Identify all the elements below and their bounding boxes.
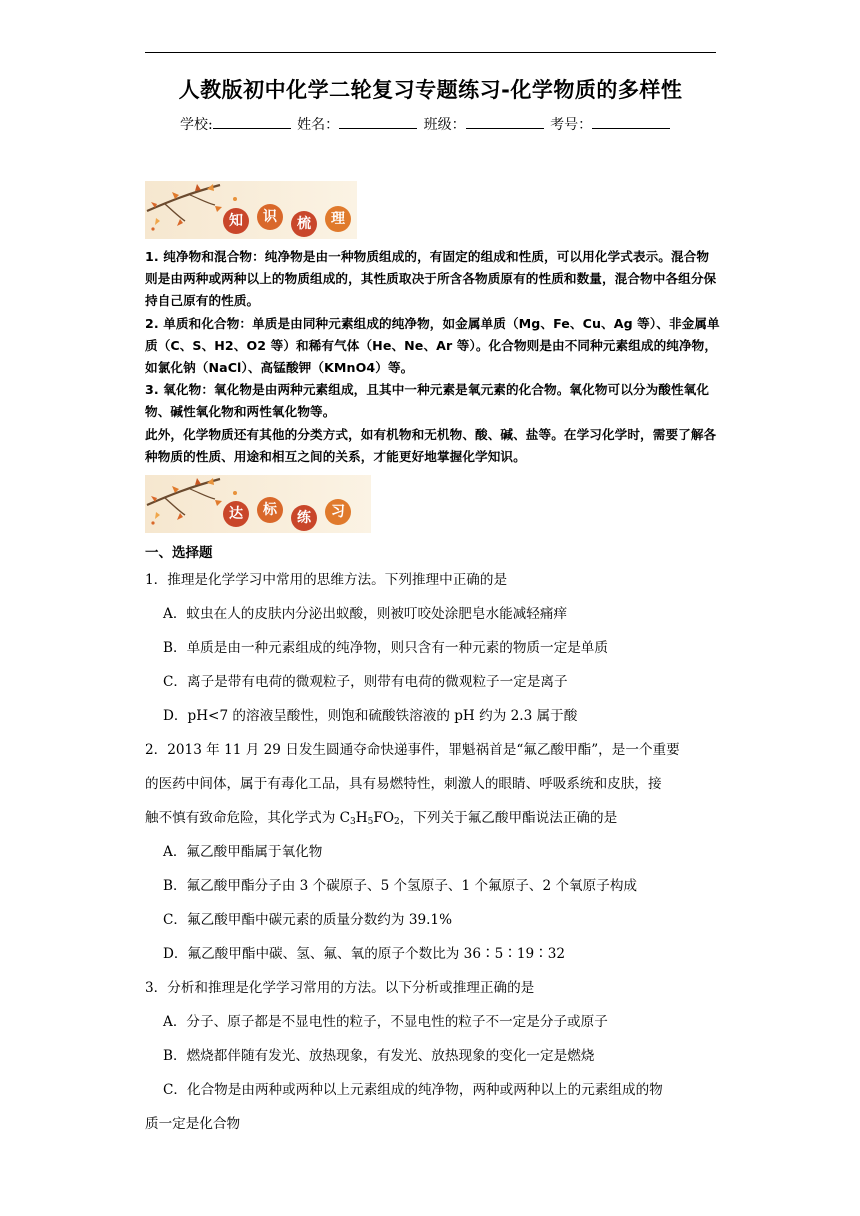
question-1-stem: 1．推理是化学学习中常用的思维方法。下列推理中正确的是 <box>145 572 508 588</box>
knowledge-paragraph-4: 此外，化学物质还有其他的分类方式，如有机物和无机物、酸、碱、盐等。在学习化学时，需要了解各种物质的性质、用途和相互之间的关系，才能更好地掌握化学知识。 <box>145 426 717 464</box>
exam-number-blank[interactable] <box>592 116 670 129</box>
school-label: 学校: <box>180 117 213 133</box>
formula-methyl-fluoroacetate: $C_3H_5FO_2$ <box>339 810 400 827</box>
question-2-stem-line-1: 2．2013 年 11 月 29 日发生圆通夺命快递事件，罪魁祸首是“氟乙酸甲酯”，是一个重要 <box>145 742 680 758</box>
question-1-option-c[interactable]: C．离子是带有电荷的微观粒子，则带有电荷的微观粒子一定是离子 <box>163 674 568 690</box>
question-3-option-c[interactable]: C．化合物是由两种或两种以上元素组成的纯净物，两种或两种以上的元素组成的物 <box>163 1082 663 1098</box>
question-1-option-a[interactable]: A．蚊虫在人的皮肤内分泌出蚁酸，则被叮咬处涂肥皂水能减轻痛痒 <box>163 606 568 622</box>
page-title: 人教版初中化学二轮复习专题练习-化学物质的多样性 <box>178 78 683 102</box>
banner-knowledge-char-4: 理 <box>325 206 351 232</box>
question-1-option-d[interactable]: D．pH<7 的溶液呈酸性，则饱和硫酸铁溶液的 pH 约为 2.3 属于酸 <box>163 708 578 724</box>
knowledge-paragraph-3: 3. 氧化物：氧化物是由两种元素组成，且其中一种元素是氧元素的化合物。氧化物可以分为酸性氧化物、碱性氧化物和两性氧化物等。 <box>145 382 710 420</box>
question-2-stem-line-3: 触不慎有致命危险，其化学式为 $C_3H_5FO_2$，下列关于氟乙酸甲酯说法正确的是 <box>145 810 618 827</box>
name-label: 姓名： <box>297 117 340 133</box>
knowledge-paragraph-1: 1. 纯净物和混合物：纯净物是由一种物质组成的，有固定的组成和性质，可以用化学式表示。混合物则是由两种或两种以上的物质组成的，其性质取决于所含各物质原有的性质和数量，混合物中各组分保持自己原有的性质。 <box>145 249 717 309</box>
exam-number-label: 考号： <box>550 117 593 133</box>
question-1-option-b[interactable]: B．单质是由一种元素组成的纯净物，则只含有一种元素的物质一定是单质 <box>163 640 608 656</box>
class-blank[interactable] <box>466 116 544 129</box>
question-2-stem-line-2: 的医药中间体，属于有毒化工品，具有易燃特性，刺激人的眼睛、呼吸系统和皮肤，接 <box>145 776 662 792</box>
question-3-stem: 3．分析和推理是化学学习常用的方法。以下分析或推理正确的是 <box>145 980 535 996</box>
section-heading-choice: 一、选择题 <box>145 545 213 561</box>
banner-practice-char-1: 达 <box>223 501 249 527</box>
banner-knowledge-char-1: 知 <box>223 208 249 234</box>
question-3-option-a[interactable]: A．分子、原子都是不显电性的粒子，不显电性的粒子不一定是分子或原子 <box>163 1014 608 1030</box>
banner-knowledge-char-2: 识 <box>257 204 283 230</box>
practice-banner <box>145 475 371 533</box>
question-2-option-c[interactable]: C．氟乙酸甲酯中碳元素的质量分数约为 39.1% <box>163 912 452 928</box>
banner-practice-char-2: 标 <box>257 497 283 523</box>
student-info-line <box>180 114 672 134</box>
class-label: 班级： <box>423 117 466 133</box>
header-rule <box>145 52 716 53</box>
knowledge-banner <box>145 181 357 239</box>
question-list <box>145 563 720 1141</box>
banner-practice-char-4: 习 <box>325 499 351 525</box>
question-2-option-b[interactable]: B．氟乙酸甲酯分子由 3 个碳原子、5 个氢原子、1 个氟原子、2 个氧原子构成 <box>163 878 638 894</box>
question-3-option-b[interactable]: B．燃烧都伴随有发光、放热现象，有发光、放热现象的变化一定是燃烧 <box>163 1048 595 1064</box>
banner-knowledge-char-3: 梳 <box>291 211 317 237</box>
question-3-option-c-continued: 质一定是化合物 <box>145 1116 241 1132</box>
banner-practice-char-3: 练 <box>291 505 317 531</box>
question-2-option-a[interactable]: A．氟乙酸甲酯属于氧化物 <box>163 844 323 860</box>
knowledge-paragraph-2: 2. 单质和化合物：单质是由同种元素组成的纯净物，如金属单质（Mg、Fe、Cu、Ag 等）、非金属单质（C、S、H2、O2 等）和稀有气体（He、Ne、Ar 等）。化合物则是由不同种元素组成的纯净物，如氯化钠（NaCl）、高锰酸钾（KMnO4）等。 <box>145 315 720 376</box>
question-2-option-d[interactable]: D．氟乙酸甲酯中碳、氢、氟、氧的原子个数比为 36∶5∶19∶32 <box>163 946 566 962</box>
knowledge-summary <box>145 246 720 468</box>
school-blank[interactable] <box>213 116 291 129</box>
name-blank[interactable] <box>339 116 417 129</box>
